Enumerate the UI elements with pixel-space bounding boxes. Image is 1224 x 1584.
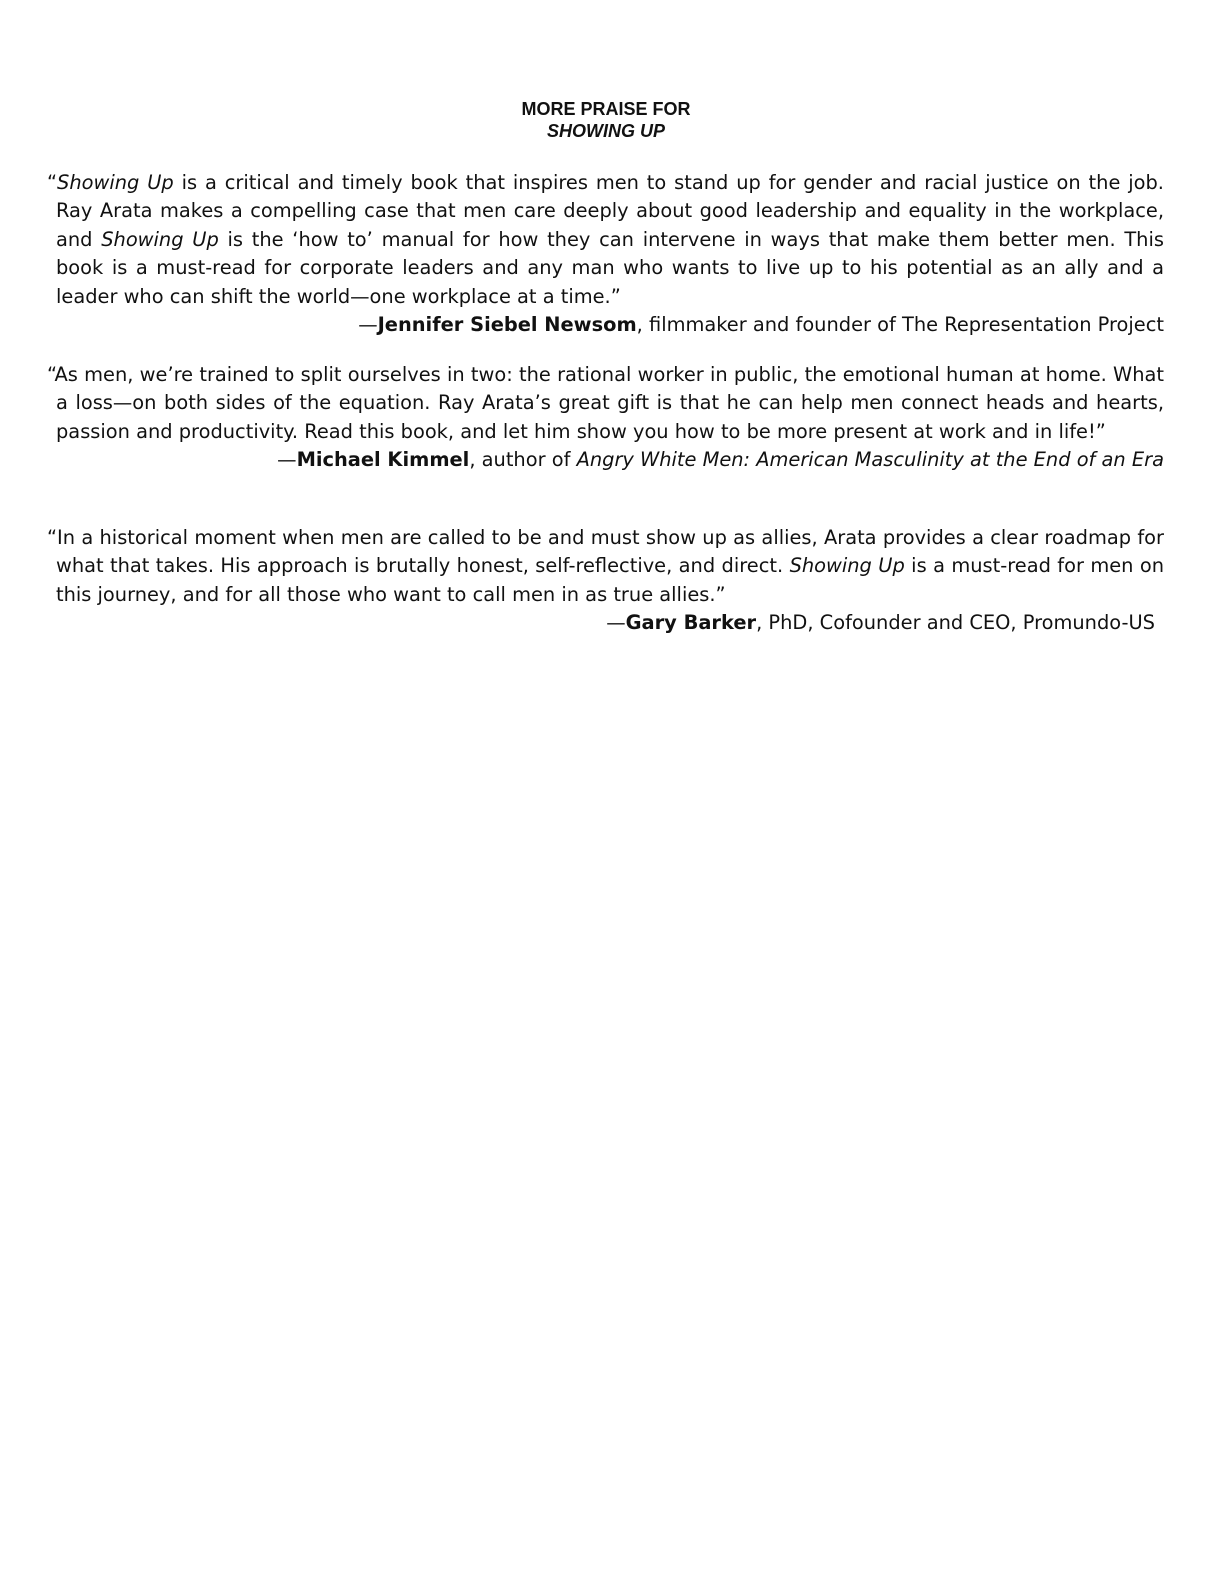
praise-block-barker — [47, 524, 1164, 638]
praise-quote — [47, 169, 1164, 311]
praise-block-kimmel — [47, 361, 1164, 475]
book-title-ref: Showing Up — [57, 171, 174, 194]
attribution-work-title: Angry White Men: American Masculinity at the End of an Era — [576, 448, 1164, 472]
attribution-name: Michael Kimmel — [296, 448, 470, 472]
attribution-dash: — — [358, 313, 378, 337]
heading-line-more-praise: MORE PRAISE FOR — [521, 99, 691, 119]
quote-text: is a must-read for men on this journey, and for all those who want to call men in as true allies.” — [56, 554, 1165, 606]
book-title-ref: Showing Up — [789, 554, 905, 578]
heading-line-book-title: SHOWING UP — [546, 121, 665, 141]
praise-attribution — [47, 446, 1164, 474]
page-heading — [0, 98, 1212, 142]
quote-text: “In a historical moment when men are called to be and must show up as allies, Arata provides a clear roadmap for what that takes. His approach is brutally honest, self-reflective, and direct. — [47, 526, 1164, 578]
attribution-role: , filmmaker and founder of The Representation Project — [636, 313, 1164, 337]
quote-text: is a critical and timely book that inspires men to stand up for gender and racial justice on the job. Ray Arata makes a compelling case that men care deeply about good leadership and equality in the workplace, and — [56, 171, 1164, 251]
attribution-role: , PhD, Cofounder and CEO, Promundo-US — [756, 611, 1155, 635]
attribution-role: , author of — [469, 448, 577, 472]
praise-block-newsom — [47, 169, 1164, 339]
attribution-name: Gary Barker — [625, 611, 757, 635]
praise-attribution — [47, 311, 1164, 339]
book-title-ref: Showing Up — [101, 227, 219, 251]
attribution-name: Jennifer Siebel Newsom — [377, 313, 637, 337]
open-quote-mark: “ — [47, 171, 58, 194]
quote-text: is the ‘how to’ manual for how they can intervene in ways that make them better men. This book is a must-read for corporate leaders and any man who wants to live up to his potential as an ally and a leader who can shift the world—one workplace at a time.” — [56, 227, 1164, 308]
attribution-dash: — — [606, 611, 626, 635]
attribution-dash: — — [277, 448, 297, 472]
praise-quote: “As men, we’re trained to split ourselves in two: the rational worker in public, the emotional human at home. What a loss—on both sides of the equation. Ray Arata’s great gift is that he can help men connect heads and hearts, passion and productivity. Read this book, and let him show you how to be more present at work and in life!” — [47, 363, 1164, 443]
praise-quote — [47, 524, 1164, 609]
praise-attribution — [47, 609, 1164, 637]
